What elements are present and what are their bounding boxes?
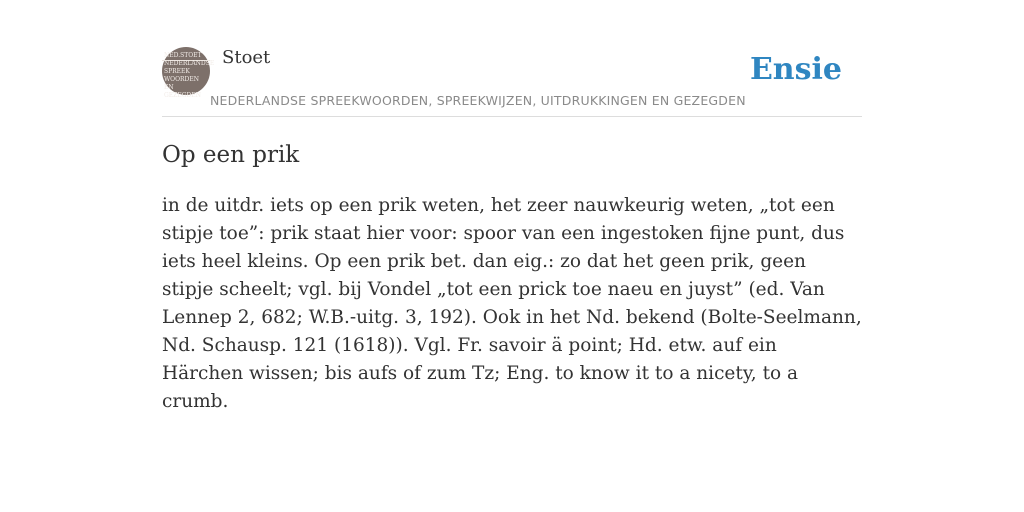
page [162,0,862,512]
header [162,0,862,117]
author-avatar[interactable] [162,47,215,99]
avatar-text: NED.STOET NEDERLANDSE SPREEK WOORDEN EN GEZEGDEN [164,52,215,99]
entry-title: Op een prik [162,142,300,168]
ensie-logo[interactable]: Ensie [749,52,842,87]
source-subtitle[interactable]: NEDERLANDSE SPREEKWOORDEN, SPREEKWIJZEN, UITDRUKKINGEN EN GEZEGDEN [210,93,746,108]
entry-definition: in de uitdr. iets op een prik weten, het zeer nauwkeurig weten, „tot een stipje toe”: prik staat hier voor: spoor van een ingestoken fijne punt, dus iets heel kleins. Op een prik bet. dan eig.: zo dat het geen prik, geen stipje scheelt; vgl. bij Vondel „tot een prick toe naeu en juyst” (ed. Van Lennep 2, 682; W.B.-uitg. 3, 192). Ook in het Nd. bekend (Bolte-Seelmann, Nd. Schausp. 121 (1618)). Vgl. Fr. savoir ä point; Hd. etw. auf ein Härchen wissen; bis aufs of zum Tz; Eng. to know it to a nicety, to a crumb. [162,195,862,412]
author-name[interactable]: Stoet [222,47,271,68]
